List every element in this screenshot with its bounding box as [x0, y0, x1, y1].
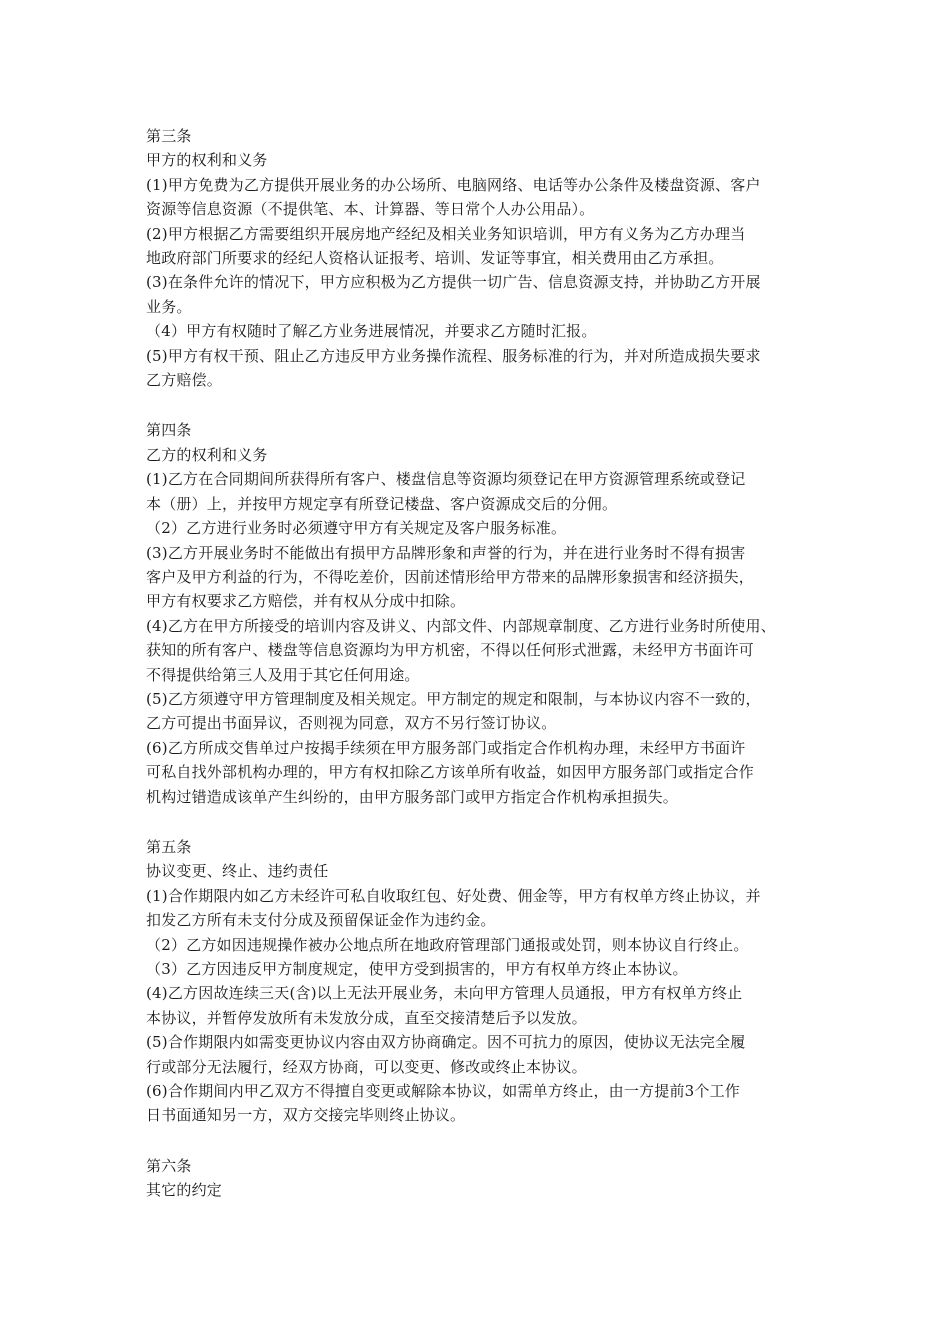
paragraph-line: 本协议，并暂停发放所有未发放分成，直至交接清楚后予以发放。 [146, 1008, 587, 1027]
paragraph-line: (5)乙方须遵守甲方管理制度及相关规定。甲方制定的规定和限制，与本协议内容不一致的， [146, 689, 761, 708]
paragraph-line: 业务。 [146, 297, 192, 316]
paragraph-line: 本（册）上，并按甲方规定享有所登记楼盘、客户资源成交后的分佣。 [146, 494, 618, 513]
paragraph-line: 行或部分无法履行，经双方协商，可以变更、修改或终止本协议。 [146, 1057, 587, 1076]
paragraph-line: 资源等信息资源（不提供笔、本、计算器、等日常个人办公用品）。 [146, 200, 595, 219]
paragraph-line: (1)合作期限内如乙方未经许可私自收取红包、好处费、佣金等，甲方有权单方终止协议，并 [146, 886, 761, 905]
article-subtitle: 甲方的权利和义务 [146, 151, 268, 170]
paragraph-line: 获知的所有客户、楼盘等信息资源均为甲方机密，不得以任何形式泄露，未经甲方书面许可 [146, 641, 755, 660]
paragraph-line: (6)合作期间内甲乙双方不得擅自变更或解除本协议，如需单方终止，由一方提前3个工作 [146, 1082, 740, 1101]
paragraph-line: (3)在条件允许的情况下，甲方应积极为乙方提供一切广告、信息资源支持，并协助乙方开展 [146, 273, 761, 292]
paragraph-line: 不得提供给第三人及用于其它任何用途。 [146, 665, 420, 684]
paragraph-line: (4)乙方因故连续三天(含)以上无法开展业务，未向甲方管理人员通报，甲方有权单方终止 [146, 984, 743, 1003]
article-subtitle: 协议变更、终止、违约责任 [146, 862, 329, 881]
article-3 [146, 124, 816, 392]
paragraph-line: 地政府部门所要求的经纪人资格认证报考、培训、发证等事宜，相关费用由乙方承担。 [146, 249, 724, 268]
article-4 [146, 418, 816, 809]
paragraph-line: (6)乙方所成交售单过户按揭手续须在甲方服务部门或指定合作机构办理，未经甲方书面许 [146, 738, 746, 757]
article-5 [146, 835, 816, 1128]
paragraph-line: (5)甲方有权干预、阻止乙方违反甲方业务操作流程、服务标准的行为，并对所造成损失要求 [146, 346, 761, 365]
article-subtitle: 其它的约定 [146, 1181, 223, 1200]
paragraph-line: 甲方有权要求乙方赔偿，并有权从分成中扣除。 [146, 592, 466, 611]
paragraph-line: (5)合作期限内如需变更协议内容由双方协商确定。因不可抗力的原因，使协议无法完全履 [146, 1033, 746, 1052]
paragraph-line: 机构过错造成该单产生纠纷的，由甲方服务部门或甲方指定合作机构承担损失。 [146, 787, 679, 806]
paragraph-line: （2）乙方进行业务时必须遵守甲方有关规定及客户服务标准。 [146, 519, 567, 538]
paragraph-line: (1)甲方免费为乙方提供开展业务的办公场所、电脑网络、电话等办公条件及楼盘资源、客户 [146, 175, 761, 194]
paragraph-line: 日书面通知另一方，双方交接完毕则终止协议。 [146, 1106, 466, 1125]
paragraph-line: (3)乙方开展业务时不能做出有损甲方品牌形象和声誉的行为，并在进行业务时不得有损害 [146, 543, 746, 562]
paragraph-line: (2)甲方根据乙方需要组织开展房地产经纪及相关业务知识培训，甲方有义务为乙方办理当 [146, 224, 746, 243]
article-heading: 第四条 [146, 421, 192, 440]
paragraph-line: 客户及甲方利益的行为，不得吃差价，因前述情形给甲方带来的品牌形象损害和经济损失， [146, 567, 755, 586]
paragraph-line: （4）甲方有权随时了解乙方业务进展情况，并要求乙方随时汇报。 [146, 322, 597, 341]
paragraph-line: （3）乙方因违反甲方制度规定，使甲方受到损害的，甲方有权单方终止本协议。 [146, 960, 688, 978]
article-heading: 第五条 [146, 837, 192, 856]
paragraph-line: 乙方赔偿。 [146, 371, 223, 390]
paragraph-line: 可私自找外部机构办理的，甲方有权扣除乙方该单所有收益，如因甲方服务部门或指定合作 [146, 763, 755, 782]
article-subtitle: 乙方的权利和义务 [146, 445, 268, 464]
paragraph-line: 乙方可提出书面异议，否则视为同意，双方不另行签订协议。 [146, 714, 557, 733]
paragraph-line: （2）乙方如因违规操作被办公地点所在地政府管理部门通报或处罚，则本协议自行终止。 [146, 935, 749, 954]
document-page [146, 124, 816, 1229]
article-heading: 第六条 [146, 1156, 192, 1175]
article-heading: 第三条 [146, 127, 192, 145]
article-6 [146, 1154, 816, 1203]
paragraph-line: 扣发乙方所有未支付分成及预留保证金作为违约金。 [146, 911, 496, 930]
paragraph-line: (4)乙方在甲方所接受的培训内容及讲义、内部文件、内部规章制度、乙方进行业务时所使用、 [146, 616, 776, 635]
paragraph-line: (1)乙方在合同期间所获得所有客户、楼盘信息等资源均须登记在甲方资源管理系统或登记 [146, 470, 746, 489]
